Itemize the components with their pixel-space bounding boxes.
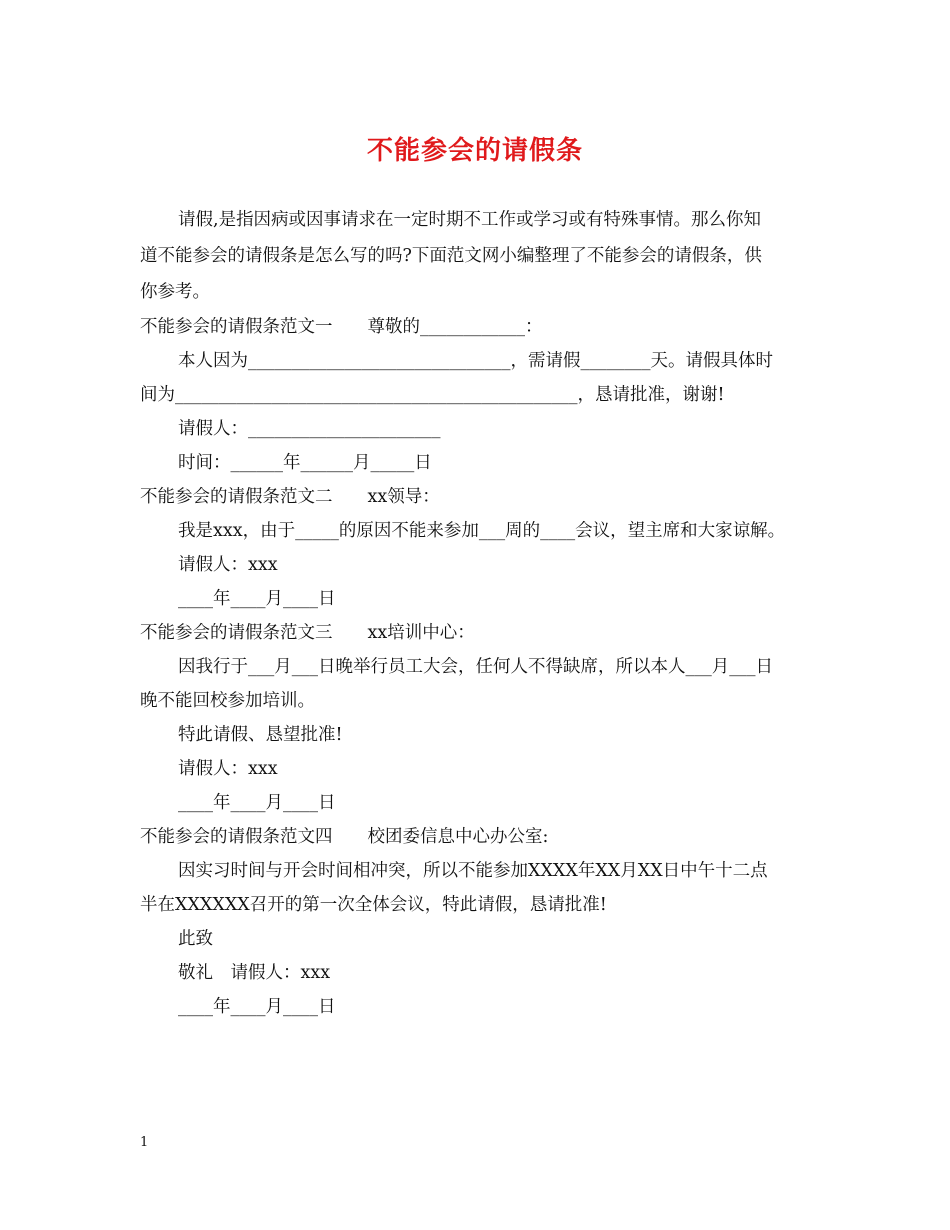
intro-line-1: 请假,是指因病或因事请求在一定时期不工作或学习或有特殊事情。那么你知 [178,210,762,230]
sample-1-body-1: 本人因为______________________________，需请假________天。请假具体时 [178,351,773,371]
sample-2-body: 我是xxx，由于_____的原因不能来参加___周的____会议，望主席和大家谅解。 [178,521,786,541]
sample-3-request: 特此请假、恳望批准! [178,725,343,745]
page-number: 1 [140,1135,149,1150]
sample-2-heading: 不能参会的请假条范文二 xx领导： [140,487,440,507]
sample-4-body-2: 半在XXXXXX召开的第一次全体会议，特此请假，恳请批准! [140,895,607,915]
sample-4-closing: 此致 [178,929,213,949]
sample-2-date: ____年____月____日 [178,589,336,609]
intro-line-2: 道不能参会的请假条是怎么写的吗?下面范文网小编整理了不能参会的请假条，供 [140,246,762,266]
sample-1-signer: 请假人：______________________ [178,419,441,439]
sample-1-body-2: 间为______________________________________________，恳请批准，谢谢! [140,385,725,405]
intro-line-3: 你参考。 [140,282,210,302]
sample-3-heading: 不能参会的请假条范文三 xx培训中心： [140,623,475,643]
sample-4-date: ____年____月____日 [178,997,336,1017]
sample-3-date: ____年____月____日 [178,793,336,813]
document-title: 不能参会的请假条 [366,136,583,166]
sample-4-signer: 敬礼 请假人：xxx [178,963,331,983]
sample-1-date: 时间：______年______月_____日 [178,453,432,473]
sample-2-signer: 请假人：xxx [178,555,278,575]
sample-4-heading: 不能参会的请假条范文四 校团委信息中心办公室: [140,827,549,847]
sample-1-heading: 不能参会的请假条范文一 尊敬的____________： [140,317,543,337]
sample-4-body-1: 因实习时间与开会时间相冲突，所以不能参加XXXX年XX月XX日中午十二点 [178,861,768,881]
sample-3-signer: 请假人：xxx [178,759,278,779]
sample-3-body-1: 因我行于___月___日晚举行员工大会，任何人不得缺席，所以本人___月___日 [178,657,773,677]
sample-3-body-2: 晚不能回校参加培训。 [140,691,315,711]
